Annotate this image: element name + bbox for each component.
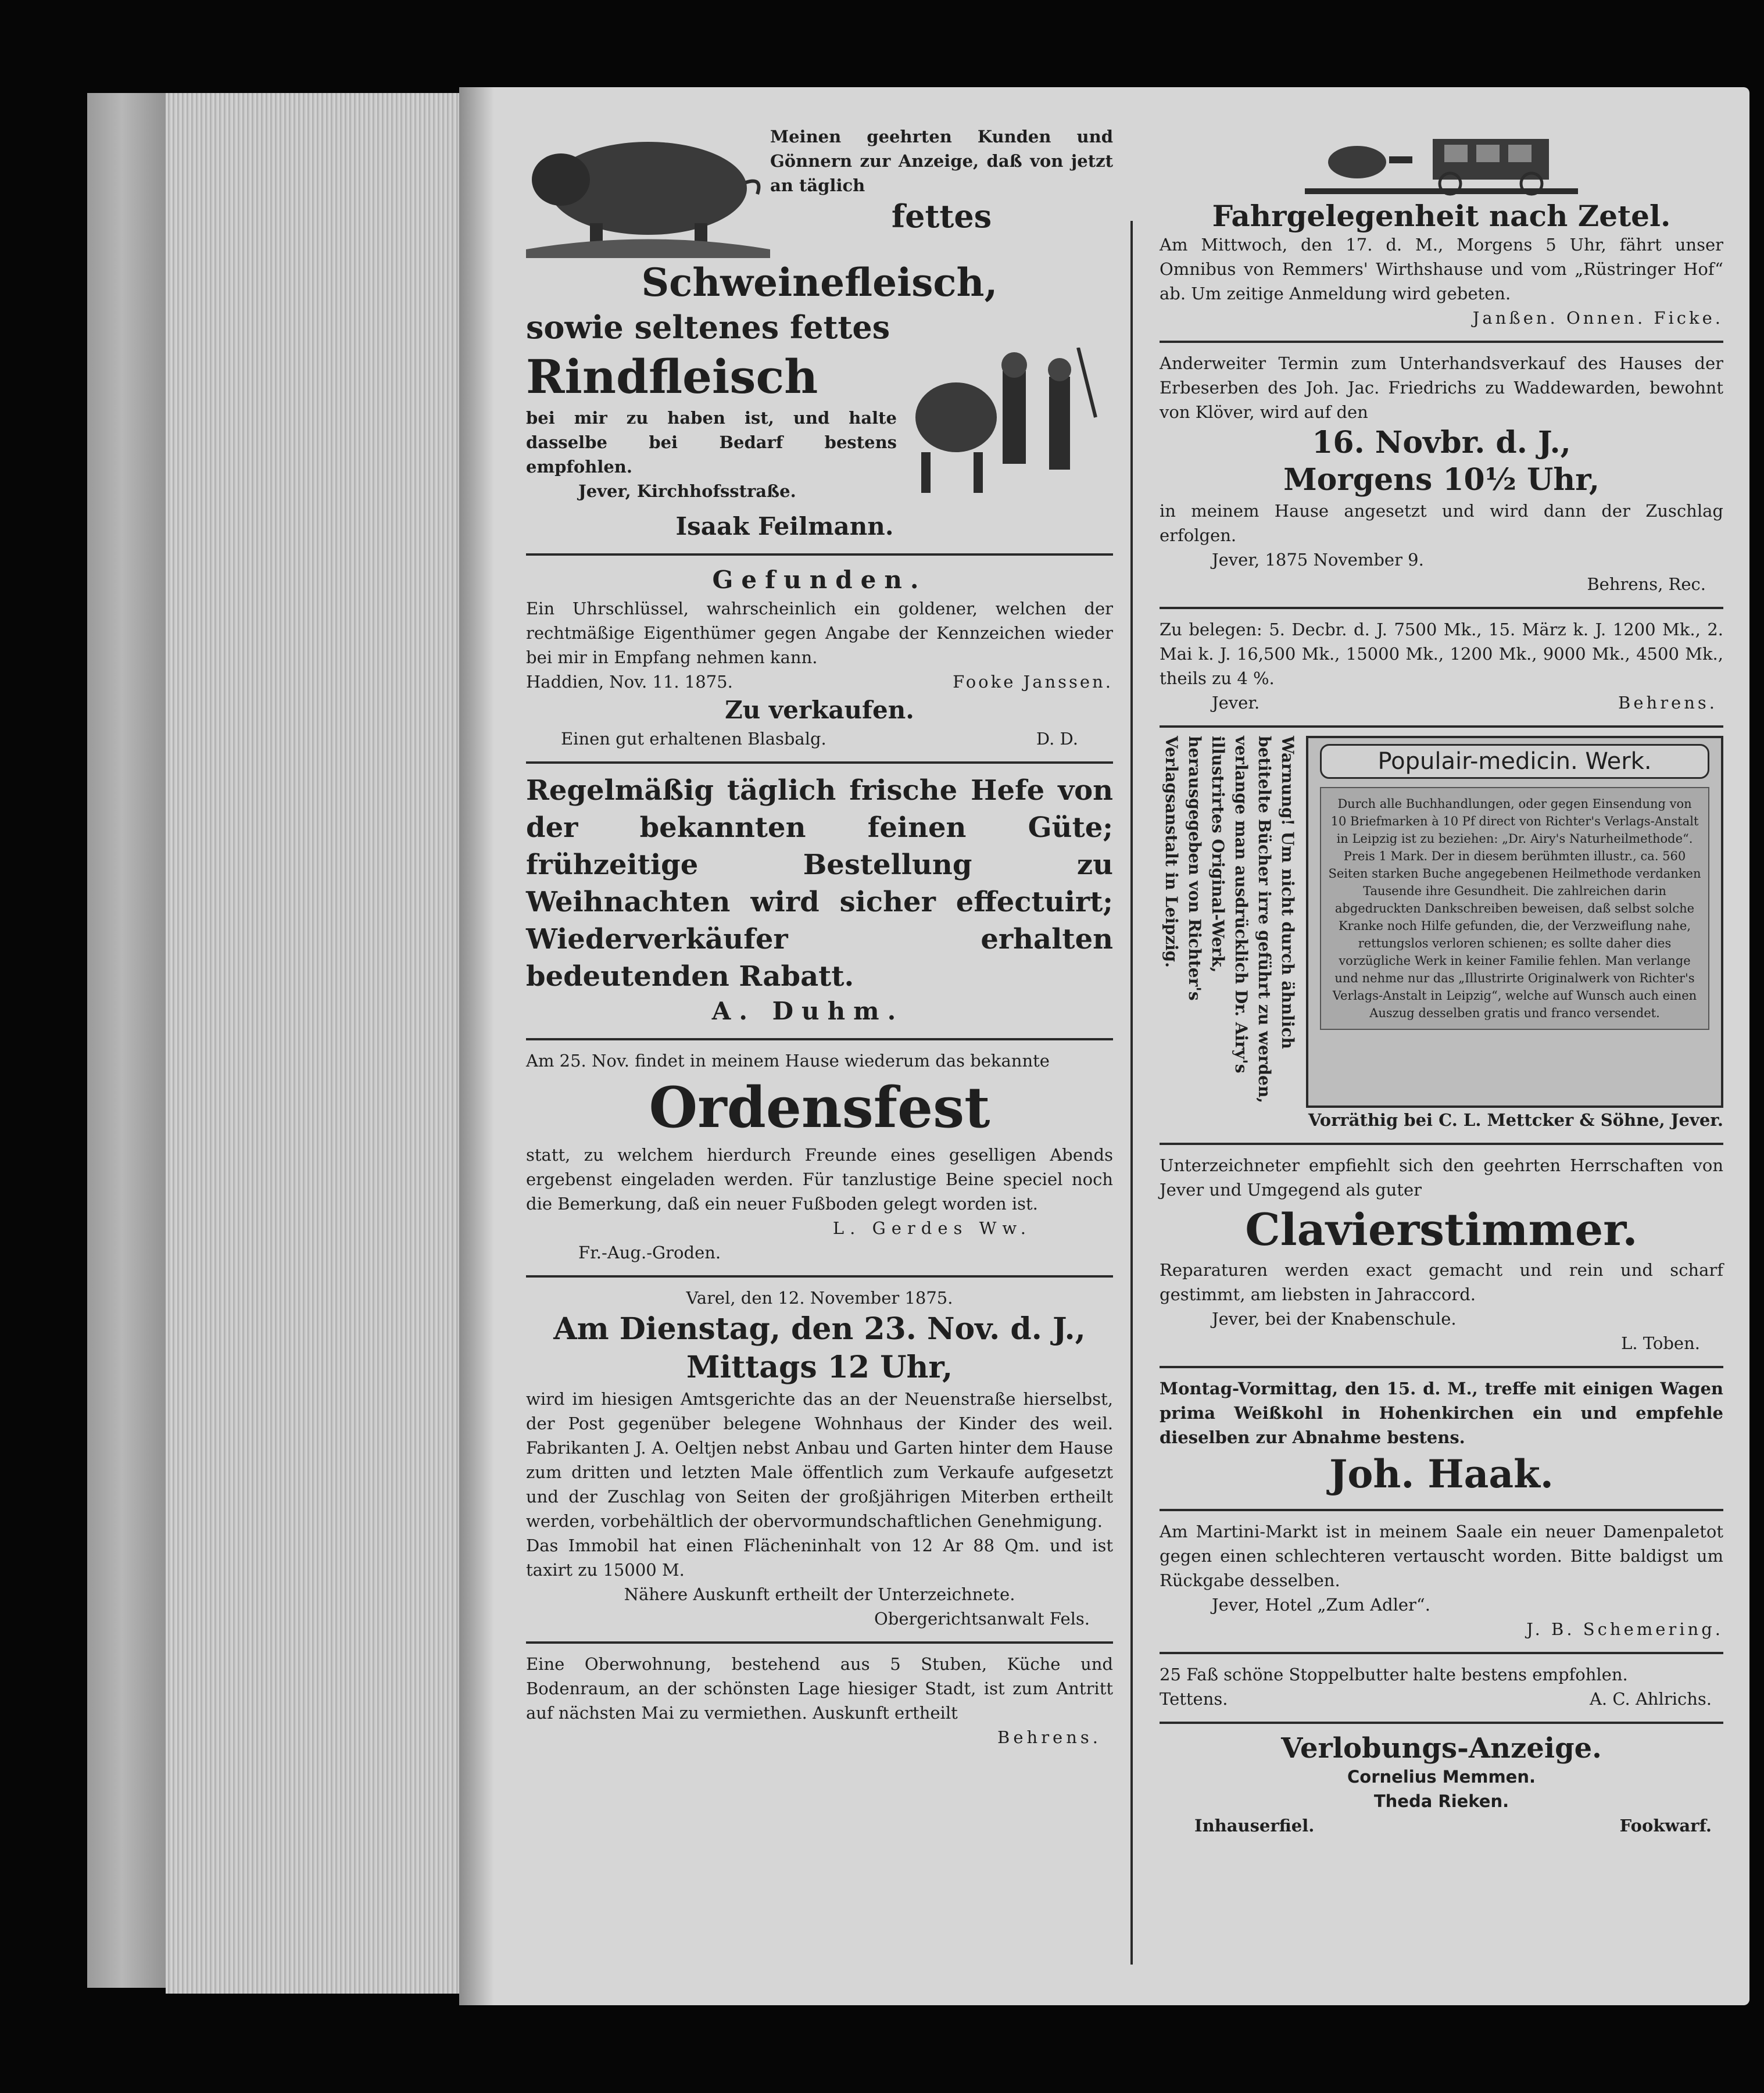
- house-sale-heading-2: Morgens 10½ Uhr,: [1283, 462, 1600, 498]
- ordensfest-text: statt, zu welchem hierdurch Freunde eines geselligen Abends ergebenst eingeladen werden. Für tanzlustige Beine speciel noch die Bemerkung, daß ein neuer Fußboden gelegt worden ist.: [526, 1145, 1113, 1214]
- apartment-signature: Behrens.: [997, 1727, 1101, 1747]
- house-sale-text: Anderweiter Termin zum Unterhandsverkauf des Hauses der Erbeserben des Joh. Jac. Friedrichs zu Waddewarden, bewohnt von Klöver, wird auf den: [1160, 353, 1723, 422]
- ad-yeast: [526, 764, 1113, 1040]
- ordensfest-signature: L. Gerdes Ww.: [832, 1218, 1032, 1238]
- for-sale-signature: D. D.: [1036, 729, 1078, 749]
- mortgage-place: Jever.: [1212, 693, 1260, 713]
- medical-book-footer: Vorräthig bei C. L. Mettcker & Söhne, Jever.: [1308, 1110, 1723, 1130]
- ad-engagement: [1160, 1724, 1723, 1848]
- yeast-signature: A. Duhm.: [711, 997, 904, 1025]
- page-edges: [166, 93, 468, 1994]
- butter-signature-row: [1160, 1687, 1723, 1711]
- found-heading: Gefunden.: [712, 566, 927, 594]
- omnibus-signature: Janßen. Onnen. Ficke.: [1472, 308, 1723, 328]
- coat-text: Am Martini-Markt ist in meinem Saale ein neuer Damenpaletot gegen einen schlechteren vertauscht worden. Bitte baldigst um Rückgabe desselben.: [1160, 1522, 1723, 1590]
- column-divider: [1130, 221, 1133, 1965]
- butter-place: Tettens.: [1160, 1689, 1228, 1709]
- auction-heading-2: Mittags 12 Uhr,: [686, 1350, 953, 1385]
- piano-tuner-text: Unterzeichneter empfiehlt sich den geehrten Herrschaften von Jever und Umgegend als guter: [1160, 1155, 1723, 1200]
- mortgage-text: Zu belegen: 5. Decbr. d. J. 7500 Mk., 15. März k. J. 1200 Mk., 2. Mai k. J. 16,500 Mk., 15000 Mk., 1200 Mk., 9000 Mk., 4500 Mk., theils zu 4 %.: [1160, 620, 1723, 688]
- apartment-text: Eine Oberwohnung, bestehend aus 5 Stuben, Küche und Bodenraum, an der schönsten Lage hiesiger Stadt, ist zum Antritt auf nächsten Mai zu vermiethen. Auskunft ertheilt: [526, 1654, 1113, 1723]
- auction-dateline: Varel, den 12. November 1875.: [686, 1288, 953, 1308]
- ad-mortgage: [1160, 609, 1723, 728]
- ad-coat: [1160, 1511, 1723, 1654]
- house-sale-heading-1: 16. Novbr. d. J.,: [1312, 425, 1571, 460]
- for-sale-row: [526, 727, 1113, 751]
- house-sale-text-2: in meinem Hause angesetzt und wird dann der Zuschlag erfolgen.: [1160, 501, 1723, 545]
- butcher-item-1a: fettes: [891, 198, 992, 235]
- house-sale-signature: Behrens, Rec.: [1587, 574, 1706, 594]
- ad-ordensfest: [526, 1040, 1113, 1278]
- cabbage-signature: Joh. Haak.: [1329, 1451, 1554, 1497]
- auction-signature: Obergerichtsanwalt Fels.: [874, 1609, 1090, 1629]
- found-signature: Fooke Janssen.: [953, 672, 1113, 692]
- medical-warning-text: Warnung! Um nicht durch ähnlich betitelte Bücher irre geführt zu werden, verlange man ausdrücklich Dr. Airy's illustrirtes Original-Werk, herausgegeben von Richter's Verlagsanstalt in Leipzig.: [1162, 736, 1297, 1104]
- coat-place: Jever, Hotel „Zum Adler“.: [1212, 1595, 1430, 1615]
- found-place: Haddien, Nov. 11. 1875.: [526, 672, 733, 692]
- omnibus-heading: Fahrgelegenheit nach Zetel.: [1212, 199, 1671, 233]
- ad-auction: [526, 1278, 1113, 1644]
- ad-cabbage: [1160, 1368, 1723, 1511]
- found-signature-row: [526, 670, 1113, 694]
- mortgage-signature-row: [1160, 690, 1723, 715]
- ad-found: [526, 556, 1113, 764]
- ordensfest-heading: Ordensfest: [649, 1075, 990, 1140]
- engagement-heading: Verlobungs-Anzeige.: [1281, 1732, 1602, 1765]
- ordensfest-intro: Am 25. Nov. findet in meinem Hause wiederum das bekannte: [526, 1051, 1050, 1071]
- piano-tuner-signature: L. Toben.: [1621, 1333, 1700, 1353]
- ad-omnibus: [1160, 116, 1723, 343]
- spine-shadow: [459, 87, 494, 2005]
- engagement-place-2: Fookwarf.: [1619, 1816, 1712, 1836]
- medical-book-title: Populair-medicin. Werk.: [1320, 744, 1709, 779]
- butcher-intro: Meinen geehrten Kunden und Gönnern zur Anzeige, daß von jetzt an täglich: [770, 127, 1113, 195]
- butter-text: 25 Faß schöne Stoppelbutter halte bestens empfohlen.: [1160, 1665, 1628, 1684]
- house-sale-place: Jever, 1875 November 9.: [1212, 550, 1424, 570]
- cabbage-text: Montag-Vormittag, den 15. d. M., treffe mit einigen Wagen prima Weißkohl in Hohenkirchen ein und empfehle dieselben zur Abnahme bestens.: [1160, 1379, 1723, 1447]
- ad-butcher: [526, 116, 1113, 556]
- for-sale-text: Einen gut erhaltenen Blasbalg.: [561, 729, 826, 749]
- auction-heading-1: Am Dienstag, den 23. Nov. d. J.,: [553, 1311, 1086, 1347]
- engagement-places-row: [1160, 1813, 1723, 1838]
- butcher-signature: Isaak Feilmann.: [675, 512, 894, 541]
- engagement-name-2: Theda Rieken.: [1373, 1791, 1509, 1811]
- mortgage-signature: Behrens.: [1618, 693, 1718, 713]
- ordensfest-place: Fr.-Aug.-Groden.: [578, 1243, 721, 1262]
- butcher-item-2b: Rindfleisch: [526, 349, 818, 404]
- auction-text: wird im hiesigen Amtsgerichte das an der Neuenstraße hierselbst, der Post gegenüber belegene Wohnhaus der Kinder des weil. Fabrikanten J. A. Oeltjen nebst Anbau und Garten hinter dem Hause zum dritten und letzten Male öffentlich zum Verkaufe aufgesetzt und der Zuschlag von Seiten der großjährigen Miterben ertheilt werden, vorbehältlich der obervormundschaftlichen Genehmigung.: [526, 1389, 1113, 1531]
- butter-signature: A. C. Ahlrichs.: [1589, 1689, 1712, 1709]
- ad-butter: [1160, 1654, 1723, 1724]
- medical-book-layout: [1160, 736, 1723, 1108]
- auction-text-3: Nähere Auskunft ertheilt der Unterzeichnete.: [624, 1584, 1015, 1604]
- right-column: [1160, 116, 1723, 1848]
- butcher-item-2a: sowie seltenes fettes: [526, 309, 890, 346]
- butcher-text: bei mir zu haben ist, und halte dasselbe bei Bedarf bestens empfohlen.: [526, 408, 897, 477]
- piano-tuner-place: Jever, bei der Knabenschule.: [1212, 1309, 1457, 1329]
- ad-apartment: [526, 1644, 1113, 1760]
- butcher-place: Jever, Kirchhofsstraße.: [578, 481, 796, 501]
- pig-illustration: [526, 124, 770, 258]
- engagement-name-1: Cornelius Memmen.: [1347, 1767, 1536, 1787]
- coat-signature: J. B. Schemering.: [1526, 1619, 1723, 1639]
- butcher-item-1b: Schweinefleisch,: [641, 260, 998, 305]
- ad-house-sale: [1160, 343, 1723, 609]
- piano-tuner-heading: Clavierstimmer.: [1245, 1204, 1638, 1255]
- yeast-text: Regelmäßig täglich frische Hefe von der bekannten feinen Güte; frühzeitige Bestellung zu Weihnachten wird sicher effectuirt; Wiederverkäufer erhalten bedeutenden Rabatt.: [526, 774, 1113, 993]
- engagement-place-1: Inhauserfiel.: [1194, 1816, 1315, 1836]
- found-text: Ein Uhrschlüssel, wahrscheinlich ein goldener, welchen der rechtmäßige Eigenthümer gegen Angabe der Kennzeichen wieder bei mir in Empfang nehmen kann.: [526, 599, 1113, 667]
- left-column: [526, 116, 1113, 1760]
- medical-book-text: Durch alle Buchhandlungen, oder gegen Einsendung von 10 Briefmarken à 10 Pf direct von Richter's Verlags-Anstalt in Leipzig ist zu beziehen: „Dr. Airy's Naturheilmethode“. Preis 1 Mark. Der in diesem berühmten illustr., ca. 560 Seiten starken Buche angegebenen Heilmethode verdanken Tausende ihre Gesundheit. Die zahlreichen darin abgedruckten Dankschreiben beweisen, daß selbst solche Kranke noch Hilfe gefunden, die, der Verzweiflung nahe, rettungslos verloren schienen; es sollte daher dies vorzügliche Werk in keiner Familie fehlen. Man verlange und nehme nur das „Illustrirte Originalwerk von Richter's Verlags-Anstalt in Leipzig“, welche auf Wunsch auch einen Auszug desselben gratis und franco versendet.: [1320, 787, 1709, 1030]
- medical-book-box: [1306, 736, 1723, 1108]
- cattle-and-drovers-illustration: [904, 348, 1113, 510]
- book-cover: [87, 93, 174, 1988]
- for-sale-heading: Zu verkaufen.: [725, 696, 914, 724]
- ad-piano-tuner: [1160, 1145, 1723, 1368]
- auction-text-2: Das Immobil hat einen Flächeninhalt von 12 Ar 88 Qm. und ist taxirt zu 15000 M.: [526, 1536, 1113, 1580]
- omnibus-text: Am Mittwoch, den 17. d. M., Morgens 5 Uhr, fährt unser Omnibus von Remmers' Wirthshause und vom „Rüstringer Hof“ ab. Um zeitige Anmeldung wird gebeten.: [1160, 235, 1723, 303]
- ad-medical-book: [1160, 728, 1723, 1145]
- stagecoach-illustration: [1160, 124, 1723, 200]
- piano-tuner-text-2: Reparaturen werden exact gemacht und rein und scharf gestimmt, am liebsten in Jahraccord.: [1160, 1260, 1723, 1304]
